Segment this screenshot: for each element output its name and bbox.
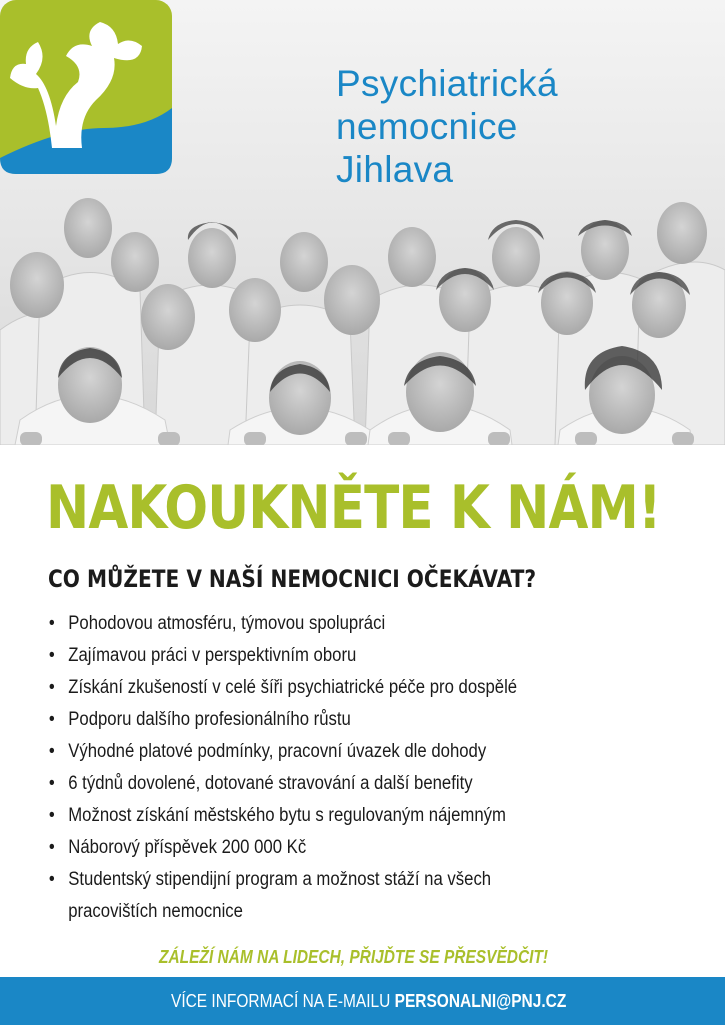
staff-photo: [0, 0, 725, 445]
benefit-continuation-text: pracovištích nemocnice: [68, 901, 243, 922]
headline: NAKOUKNĚTE K NÁM!: [46, 473, 661, 543]
benefit-item: • Studentský stipendijní program a možnost stáží na všech: [48, 864, 517, 896]
benefit-item: • 6 týdnů dovolené, dotované stravování a další benefity: [48, 768, 517, 800]
benefit-item-continuation: [48, 896, 517, 927]
hospital-name-line-2: nemocnice: [336, 106, 518, 147]
footer-prefix: VÍCE INFORMACÍ NA E-MAILU: [171, 991, 395, 1011]
hospital-name-line-1: Psychiatrická: [336, 63, 558, 104]
subheadline: CO MŮŽETE V NAŠÍ NEMOCNICI OČEKÁVAT?: [48, 565, 537, 593]
benefit-item: • Pohodovou atmosféru, týmovou spolupráci: [48, 608, 517, 640]
benefit-item: • Výhodné platové podmínky, pracovní úvazek dle dohody: [48, 736, 517, 768]
benefit-item: • Podporu dalšího profesionálního růstu: [48, 704, 517, 736]
hospital-name-line-3: Jihlava: [336, 149, 454, 190]
benefit-item: • Možnost získání městského bytu s regulovaným nájemným: [48, 800, 517, 832]
benefit-item: • Zajímavou práci v perspektivním oboru: [48, 640, 517, 672]
hospital-logo-icon: [0, 0, 172, 174]
contact-email-link[interactable]: PERSONALNI@PNJ.CZ: [394, 991, 567, 1011]
benefit-item: • Získání zkušeností v celé šíři psychiatrické péče pro dospělé: [48, 672, 517, 704]
footer-contact: [171, 986, 566, 1016]
tagline: ZÁLEŽÍ NÁM NA LIDECH, PŘIJĎTE SE PŘESVĚDČIT!: [159, 947, 549, 967]
benefit-item: • Náborový příspěvek 200 000 Kč: [48, 832, 517, 864]
benefits-list: [48, 608, 581, 927]
footer-bar: [0, 977, 725, 1025]
hospital-name: [336, 62, 558, 191]
